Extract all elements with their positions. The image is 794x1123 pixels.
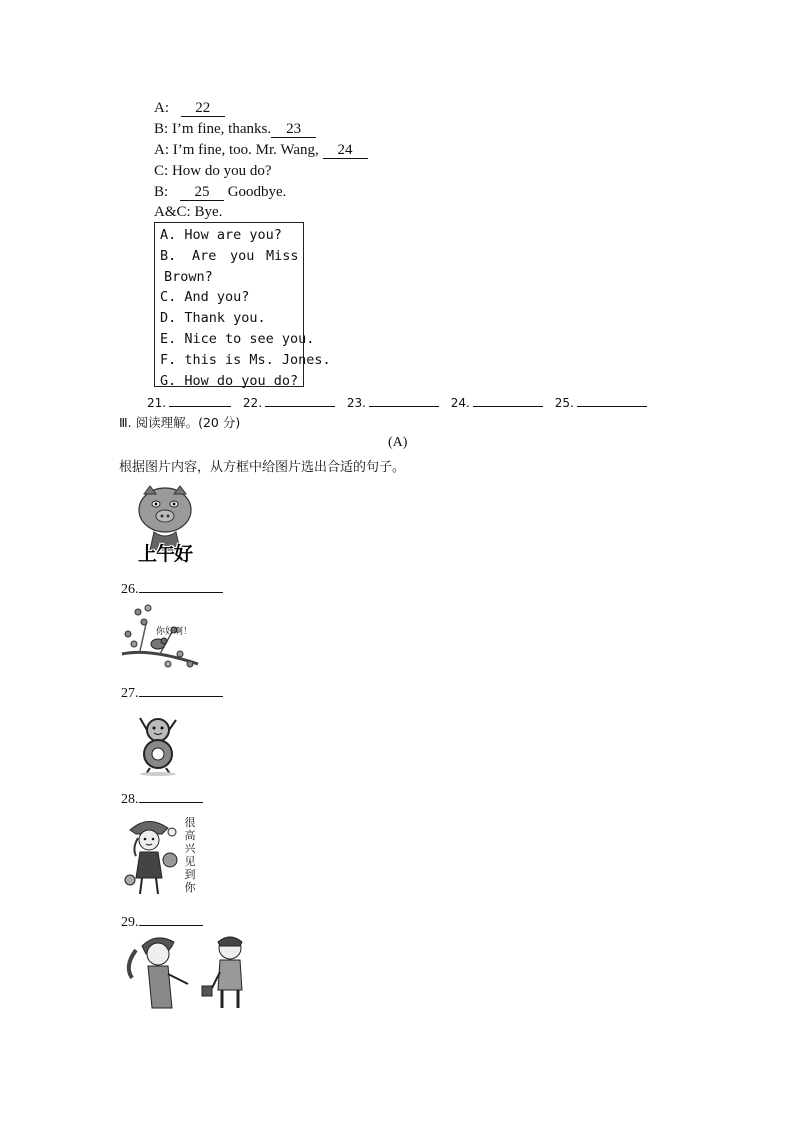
girl-picture <box>122 814 202 898</box>
blank-24[interactable]: 24 <box>323 143 368 159</box>
question-26: 26. <box>121 580 223 598</box>
option-b-cont: Brown? <box>164 269 213 285</box>
dialogue-line-4 <box>154 163 272 180</box>
answer-line-25[interactable] <box>577 394 647 407</box>
answer-line-23[interactable] <box>369 394 439 407</box>
dialogue-text: I’m fine, too. Mr. Wang, <box>172 142 319 158</box>
speaker: A: <box>154 100 169 116</box>
bird-picture <box>120 604 200 672</box>
option-g: G. How do you do? <box>160 373 299 389</box>
answer-line-29[interactable] <box>139 913 203 926</box>
dialogue-text: Goodbye. <box>227 184 287 200</box>
bird-speech: 你好啊！ <box>156 627 193 637</box>
blank-25[interactable]: 25 <box>180 185 224 201</box>
speaker: A&C: <box>154 204 191 220</box>
question-27: 27. <box>121 684 223 702</box>
blank-22[interactable]: 22 <box>181 101 225 117</box>
dialogue-line-1 <box>154 100 225 117</box>
number-eight-icon <box>136 714 186 776</box>
pig-picture <box>134 484 196 566</box>
option-c: C. And you? <box>160 289 250 305</box>
section-heading: Ⅲ. 阅读理解。(20 分) <box>119 415 241 430</box>
part-label: (A) <box>388 435 408 450</box>
instruction: 根据图片内容，从方框中给图片选出合适的句子。 <box>119 460 406 475</box>
speaker: B: <box>154 121 169 137</box>
speaker: C: <box>154 163 169 179</box>
dialogue-text: I’m fine, thanks. <box>171 121 272 137</box>
option-a: A. How are you? <box>160 227 282 243</box>
dialogue-text: How do you do? <box>171 163 272 179</box>
answer-line-26[interactable] <box>139 580 223 593</box>
dialogue-text: Bye. <box>194 204 223 220</box>
question-28: 28. <box>121 790 203 808</box>
woman-and-boy-icon <box>122 932 262 1012</box>
dialogue-line-2 <box>154 121 316 138</box>
pig-caption: 上午好 <box>137 543 192 565</box>
question-29: 29. <box>121 913 203 931</box>
answer-line-24[interactable] <box>473 394 543 407</box>
speaker: A: <box>154 142 169 158</box>
branch-bird-icon <box>120 604 200 672</box>
dialogue-line-6 <box>154 204 222 221</box>
dialogue-line-5 <box>154 184 286 201</box>
cheerleader-girl-icon <box>122 814 178 898</box>
two-people-picture <box>122 932 262 1012</box>
options-box: A. How are you? B. Are you Miss Brown? C. And you? D. Thank you. E. Nice to see you. F. this is Ms. Jones. G. How do you do? <box>154 222 304 387</box>
speaker: B: <box>154 184 169 200</box>
girl-vertical-text: 很 高 兴 见 到 你 <box>184 816 196 894</box>
answer-line-27[interactable] <box>139 684 223 697</box>
answer-line-22[interactable] <box>265 394 335 407</box>
answer-line-21[interactable] <box>169 394 231 407</box>
option-e: E. Nice to see you. <box>160 331 315 347</box>
answer-line-28[interactable] <box>139 790 203 803</box>
answer-row: 21. 22. 23. 24. 25. <box>147 394 647 410</box>
option-d: D. Thank you. <box>160 310 266 326</box>
blank-23[interactable]: 23 <box>271 122 316 138</box>
dialogue-line-3 <box>154 142 368 159</box>
eight-picture <box>136 714 186 776</box>
option-f: F. this is Ms. Jones. <box>160 352 331 368</box>
